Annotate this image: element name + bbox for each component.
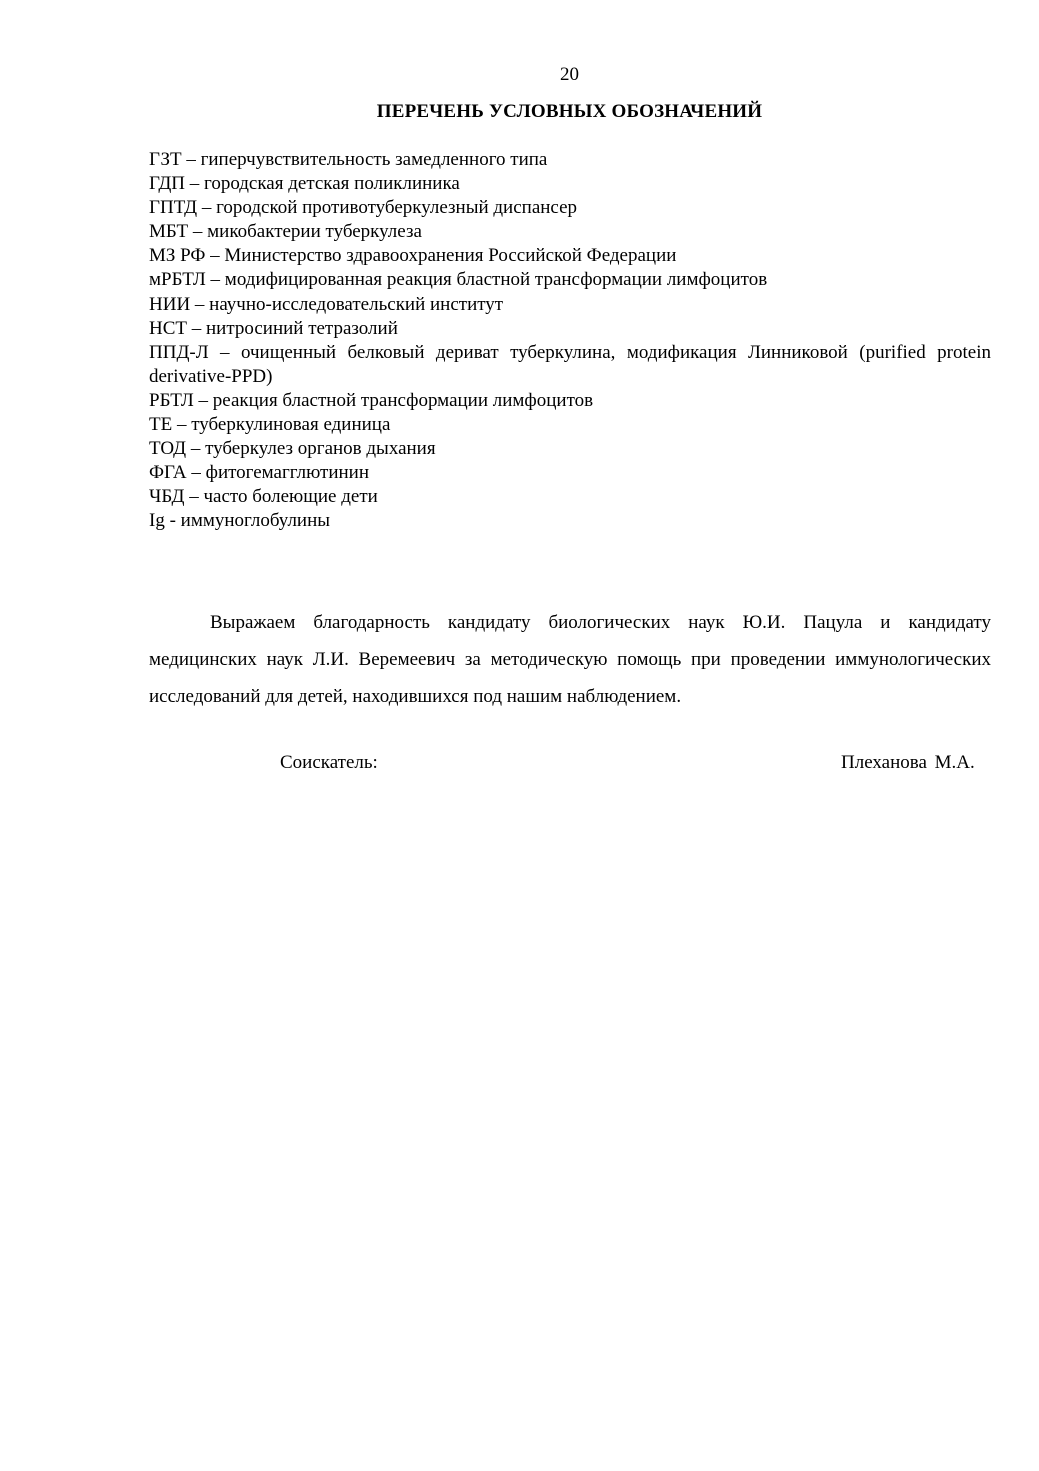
list-item: НИИ – научно-исследовательский институт bbox=[149, 293, 504, 315]
list-item: ГЗТ – гиперчувствительность замедленного типа bbox=[149, 149, 548, 170]
list-item: ГДП – городская детская поликлиника bbox=[149, 173, 460, 195]
list-item: мРБТЛ – модифицированная реакция бластной трансформации лимфоцитов bbox=[149, 269, 768, 291]
list-item: НСТ – нитросиний тетразолий bbox=[149, 317, 398, 339]
list-item: МБТ – микобактерии туберкулеза bbox=[149, 221, 422, 243]
list-item: Ig - иммуноглобулины bbox=[149, 510, 331, 532]
list-item: ТОД – туберкулез органов дыхания bbox=[149, 438, 436, 460]
acknowledgement-paragraph: Выражаем благодарность кандидату биологических наук Ю.И. Пацула и кандидату медицинских наук Л.И. Веремеевич за методическую помощь при проведении иммунологических исследований для детей, находившихся под нашим наблюдением. bbox=[149, 612, 991, 707]
list-item: ФГА – фитогемагглютинин bbox=[149, 462, 370, 484]
list-item: МЗ РФ – Министерство здравоохранения Российской Федерации bbox=[149, 245, 677, 267]
abbreviation-list bbox=[149, 148, 991, 534]
list-item: ЧБД – часто болеющие дети bbox=[149, 486, 378, 508]
signature-name: Плеханова М.А. bbox=[841, 752, 975, 773]
list-item: ППД-Л – очищенный белковый дериват туберкулина, модификация Линниковой (purified protein derivative-PPD) bbox=[149, 341, 991, 387]
page-number: 20 bbox=[560, 64, 579, 85]
list-item: ТЕ – туберкулиновая единица bbox=[149, 414, 391, 436]
signature-label: Соискатель: bbox=[280, 752, 378, 773]
page-title: ПЕРЕЧЕНЬ УСЛОВНЫХ ОБОЗНАЧЕНИЙ bbox=[376, 101, 763, 122]
list-item: ГПТД – городской противотуберкулезный диспансер bbox=[149, 197, 578, 219]
list-item: РБТЛ – реакция бластной трансформации лимфоцитов bbox=[149, 389, 594, 411]
